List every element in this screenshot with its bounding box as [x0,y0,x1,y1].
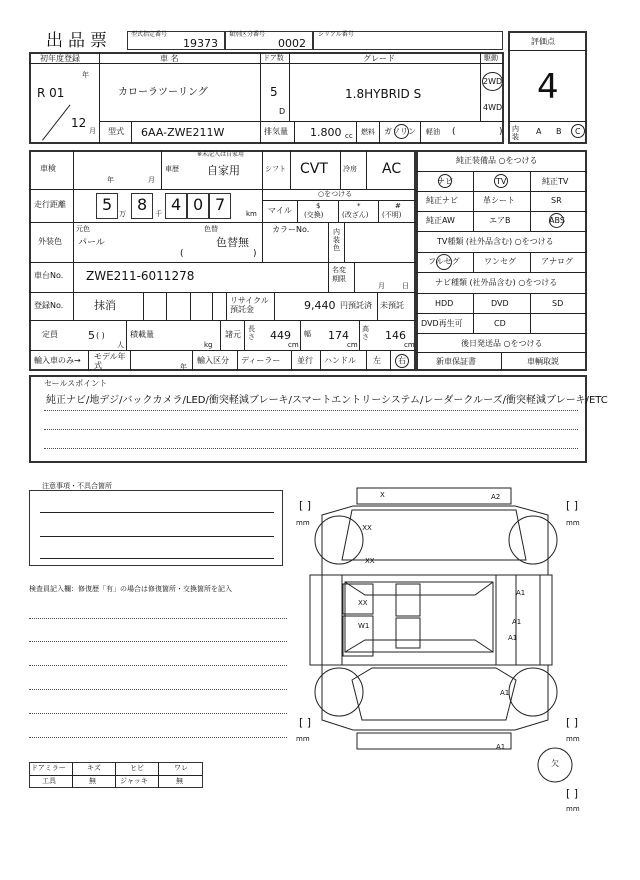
handle-label: ハンドル [324,356,356,365]
tamper-sub: (改ざん) [342,211,369,219]
later-manual: 車輌取説 [527,357,559,366]
doors-sub: D [279,107,286,116]
equip-navi: ナビ [437,177,453,186]
equip-airbag: エアB [489,216,511,225]
drive-2wd: 2WD [483,77,503,86]
chassis-label: 車台No. [34,271,64,280]
parallel-label: 並行 [297,356,313,365]
interior-color-label: 内装色 [333,228,340,252]
width-label: 幅 [304,330,311,338]
color-label: 外装色 [38,237,62,246]
equipment-title: 純正装備品 ○をつける [456,156,538,165]
serial-label: シリアル番号 [318,31,354,38]
ac-label: 冷房 [343,165,357,173]
inspector-label: 検査員記入欄：修復歴「有」の場合は修復箇所・交換箇所を記入 [29,585,232,593]
name-change-label: 名変期限 [332,266,346,283]
equip-abs: ABS [549,216,565,225]
capacity-value: 5 [88,329,95,342]
fuel-paren-open: ( [452,127,456,137]
handle-right: 右 [398,356,406,365]
unknown-sub: (不明) [382,211,402,219]
later-title: 後日発送品 ○をつける [461,339,543,348]
rating-label: 評価点 [531,37,555,46]
legend-door-mirror: ドアミラー [31,764,66,772]
mileage-sen: 千 [155,210,162,218]
mile-label: マイル [268,206,292,215]
interior-grade-b: B [556,127,562,136]
name-change-month-unit: 月 [378,282,385,290]
interior-grade-a: A [536,127,542,136]
first-reg-month-unit: 月 [89,127,96,135]
category-value: 0002 [278,37,306,50]
drive-label: 駆動 [484,54,498,62]
mark-fender-a1: A1 [516,589,526,597]
caution-label: 注意事項・不具合箇所 [42,482,112,490]
navi-dvd: DVD [491,299,509,308]
equip-sr: SR [551,196,562,205]
mileage-digit-3: 4 [171,195,182,214]
width-unit: cm [347,341,358,349]
reg-value: 抹消 [94,299,116,312]
legend-tools-value: 無 [89,777,96,785]
recycle-status-done: 円預託済 [340,301,372,310]
mm-spare: mm [566,805,580,813]
mark-fender-xx: XX [365,557,375,565]
import-type-label: 輸入区分 [197,356,229,365]
capacity-unit: 人 [117,341,124,349]
doors-label: ドア数 [263,54,284,62]
model-year-label: モデル年式 [94,352,126,370]
recycle-value: 9,440 [304,299,336,312]
mileage-digit-1: 5 [102,195,113,214]
tire-bracket-rr: [ ] [566,716,579,729]
length-value: 449 [270,329,291,342]
fuel-gasoline: ガソリン [384,127,416,136]
chassis-value: ZWE211-6011278 [86,269,195,283]
mileage-circle-note: ○をつける [318,190,353,198]
mark-front-x: X [380,491,385,499]
rating-value: 4 [537,67,559,107]
tamper-label: * [357,202,361,210]
grade-value: 1.8HYBRID S [345,87,422,101]
color-paren-open: ( [180,249,184,259]
mileage-digit-5: 7 [215,195,226,214]
interior-label: 内装 [512,125,519,141]
history-note: ※未記入は自家用 [197,151,245,158]
exchange-label: $ [316,202,321,210]
tv-type-title: TV種類 (社外品含む) ○をつける [437,237,554,246]
mm-rl: mm [296,735,310,743]
height-label: 高さ [362,325,369,341]
mark-right-door-a1: A1 [512,618,522,626]
tire-bracket-fr: [ ] [566,499,579,512]
unknown-label: # [395,202,401,210]
first-reg-month: 12 [71,116,87,130]
mileage-label: 走行距離 [34,200,66,209]
color-change-value: 色替無 [216,236,249,249]
navi-cd: CD [494,319,506,328]
legend-jack-value: 無 [176,777,183,785]
legend-tools: 工具 [42,777,56,785]
shift-value: CVT [300,161,328,177]
later-warranty: 新車保証書 [436,357,476,366]
legend-scratch: キズ [87,764,101,772]
first-reg-year-unit: 年 [82,71,89,79]
light-oil-label: 軽油 [426,128,440,136]
fuel-paren-close: ) [499,127,503,137]
grade-label: グレード [363,54,395,63]
type-designation-value: 19373 [183,37,218,50]
mark-rear-door-a1: A1 [508,634,518,642]
inspection-label: 車検 [40,164,56,173]
history-value: 自家用 [207,164,240,177]
tv-fullseg: フルセグ [428,257,460,266]
inspection-month-unit: 月 [148,176,155,184]
mark-rear-a1: A1 [496,743,506,751]
original-color-value: パール [78,238,105,248]
first-reg-era: R 01 [37,86,65,100]
length-unit: cm [288,341,299,349]
load-label: 積載量 [130,330,154,339]
doors-value: 5 [270,85,278,99]
type-designation-label: 型式指定番号 [131,31,168,38]
tire-bracket-fl: [ ] [299,499,312,512]
equip-tv: TV [496,177,507,186]
reg-label: 登録No. [34,301,64,310]
ac-value: AC [382,161,402,177]
handle-left: 左 [373,356,381,365]
recycle-label: リサイクル預託金 [230,296,269,314]
model-label: 型式 [108,127,124,136]
capacity-label: 定員 [42,330,58,339]
equip-leather: 革シート [483,196,515,205]
name-change-day-unit: 日 [402,282,409,290]
equip-genuine-navi: 純正ナビ [426,196,458,205]
page-title: 出品票 [46,31,112,51]
legend-jack: ジャッキ [120,777,148,785]
mm-fl: mm [296,519,310,527]
history-label: 車歴 [165,165,179,173]
first-reg-label: 初年度登録 [40,54,80,63]
color-paren-close: ) [253,249,257,259]
recycle-status-not: 未預託 [380,301,404,310]
navi-sd: SD [552,299,564,308]
model-year-unit: 年 [180,363,187,371]
mark-front-a2: A2 [491,493,501,501]
exchange-sub: (交換) [304,211,324,219]
sales-label: セールスポイント [44,379,108,388]
width-value: 174 [328,329,349,342]
mileage-km: km [246,210,257,218]
original-color-label: 元色 [76,225,90,233]
equip-genuine-aw: 純正AW [426,216,455,225]
height-unit: cm [404,341,415,349]
mark-left-fender-xx: XX [362,524,372,532]
mileage-digit-2: 8 [137,195,148,214]
tv-oneseg: ワンセグ [484,257,516,266]
import-label: 輸入車のみ→ [34,356,81,365]
drive-4wd: 4WD [483,103,503,112]
height-value: 146 [385,329,406,342]
mm-rr: mm [566,735,580,743]
sales-text: 純正ナビ/地デジ/バックカメラ/LED/衝突軽減ブレーキ/スマートエントリーシステム/レーダークルーズ/衝突軽減ブレーキ/ETC [46,395,608,406]
model-value: 6AA-ZWE211W [141,126,225,139]
legend-break: ワレ [174,764,188,772]
car-name-label: 車 名 [160,54,179,63]
displacement-label: 排気量 [264,127,288,136]
inspection-year-unit: 年 [107,176,114,184]
length-label: 長さ [248,325,255,341]
mark-door-w1: W1 [358,622,370,630]
dealer-label: ディーラー [241,356,281,365]
dimensions-label: 諸元 [225,330,241,339]
navi-dvd-play: DVD再生可 [421,319,463,328]
color-change-label: 色替 [204,225,218,233]
equip-genuine-tv: 純正TV [542,177,569,186]
mileage-man: 万 [119,210,126,218]
spare-missing: 欠 [551,759,559,768]
tv-analog: アナログ [541,257,573,266]
displacement-unit: cc [345,132,353,140]
mark-quarter-a1: A1 [500,689,510,697]
mark-door-xx: XX [358,599,368,607]
navi-hdd: HDD [435,299,454,308]
shift-label: シフト [265,165,286,173]
fuel-label: 燃料 [361,128,375,136]
mm-fr: mm [566,519,580,527]
capacity-paren: ( ) [96,331,105,340]
displacement-value: 1.800 [310,126,342,139]
tire-bracket-rl: [ ] [299,716,312,729]
color-number-label: カラーNo. [272,225,310,234]
tire-bracket-spare: [ ] [566,787,579,800]
mileage-digit-4: 0 [193,195,204,214]
car-name-value: カローラツーリング [118,87,208,98]
interior-grade-c: C [575,127,581,136]
legend-crack: ヒビ [130,764,144,772]
load-unit: kg [204,341,213,349]
navi-type-title: ナビ種類 (社外品含む) ○をつける [435,278,558,287]
category-label: 類別区分番号 [229,31,266,38]
